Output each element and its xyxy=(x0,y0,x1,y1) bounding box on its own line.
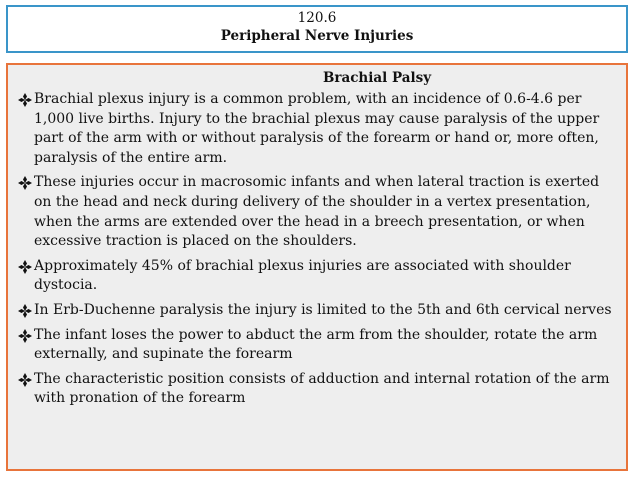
bullet-text: The characteristic position consists of adduction and internal rotation of the arm with pronation of the forearm xyxy=(34,370,610,407)
bullet-text: In Erb-Duchenne paralysis the injury is limited to the 5th and 6th cervical nerves xyxy=(34,301,612,318)
section-number: 120.6 xyxy=(297,10,337,26)
diamond-bullet-icon xyxy=(18,373,32,387)
diamond-bullet-icon xyxy=(18,93,32,107)
diamond-bullet-icon xyxy=(18,304,32,318)
list-item xyxy=(18,370,616,409)
list-item xyxy=(18,301,616,321)
diamond-bullet-icon xyxy=(18,260,32,274)
bullet-list xyxy=(18,90,616,409)
slide-header xyxy=(6,5,628,53)
diamond-bullet-icon xyxy=(18,176,32,190)
list-item xyxy=(18,326,616,365)
bullet-text: The infant loses the power to abduct the arm from the shoulder, rotate the arm externally, and supinate the forearm xyxy=(34,326,598,363)
list-item xyxy=(18,173,616,251)
content-subtitle: Brachial Palsy xyxy=(322,70,432,86)
slide-title: Peripheral Nerve Injuries xyxy=(220,28,414,44)
list-item xyxy=(18,257,616,296)
bullet-text: These injuries occur in macrosomic infants and when lateral traction is exerted on the head and neck during delivery of the shoulder in a vertex presentation, when the arms are extended over the head in a breech presentation, or when excessive traction is placed on the shoulders. xyxy=(34,174,600,250)
content-box xyxy=(6,63,628,471)
diamond-bullet-icon xyxy=(18,329,32,343)
bullet-text: Approximately 45% of brachial plexus injuries are associated with shoulder dystocia. xyxy=(34,257,571,294)
bullet-text: Brachial plexus injury is a common problem, with an incidence of 0.6-4.6 per 1,000 live births. Injury to the brachial plexus may cause paralysis of the upper part of the arm with or without paralysis of the forearm or hand or, more often, paralysis of the entire arm. xyxy=(34,91,600,166)
list-item xyxy=(18,90,616,168)
